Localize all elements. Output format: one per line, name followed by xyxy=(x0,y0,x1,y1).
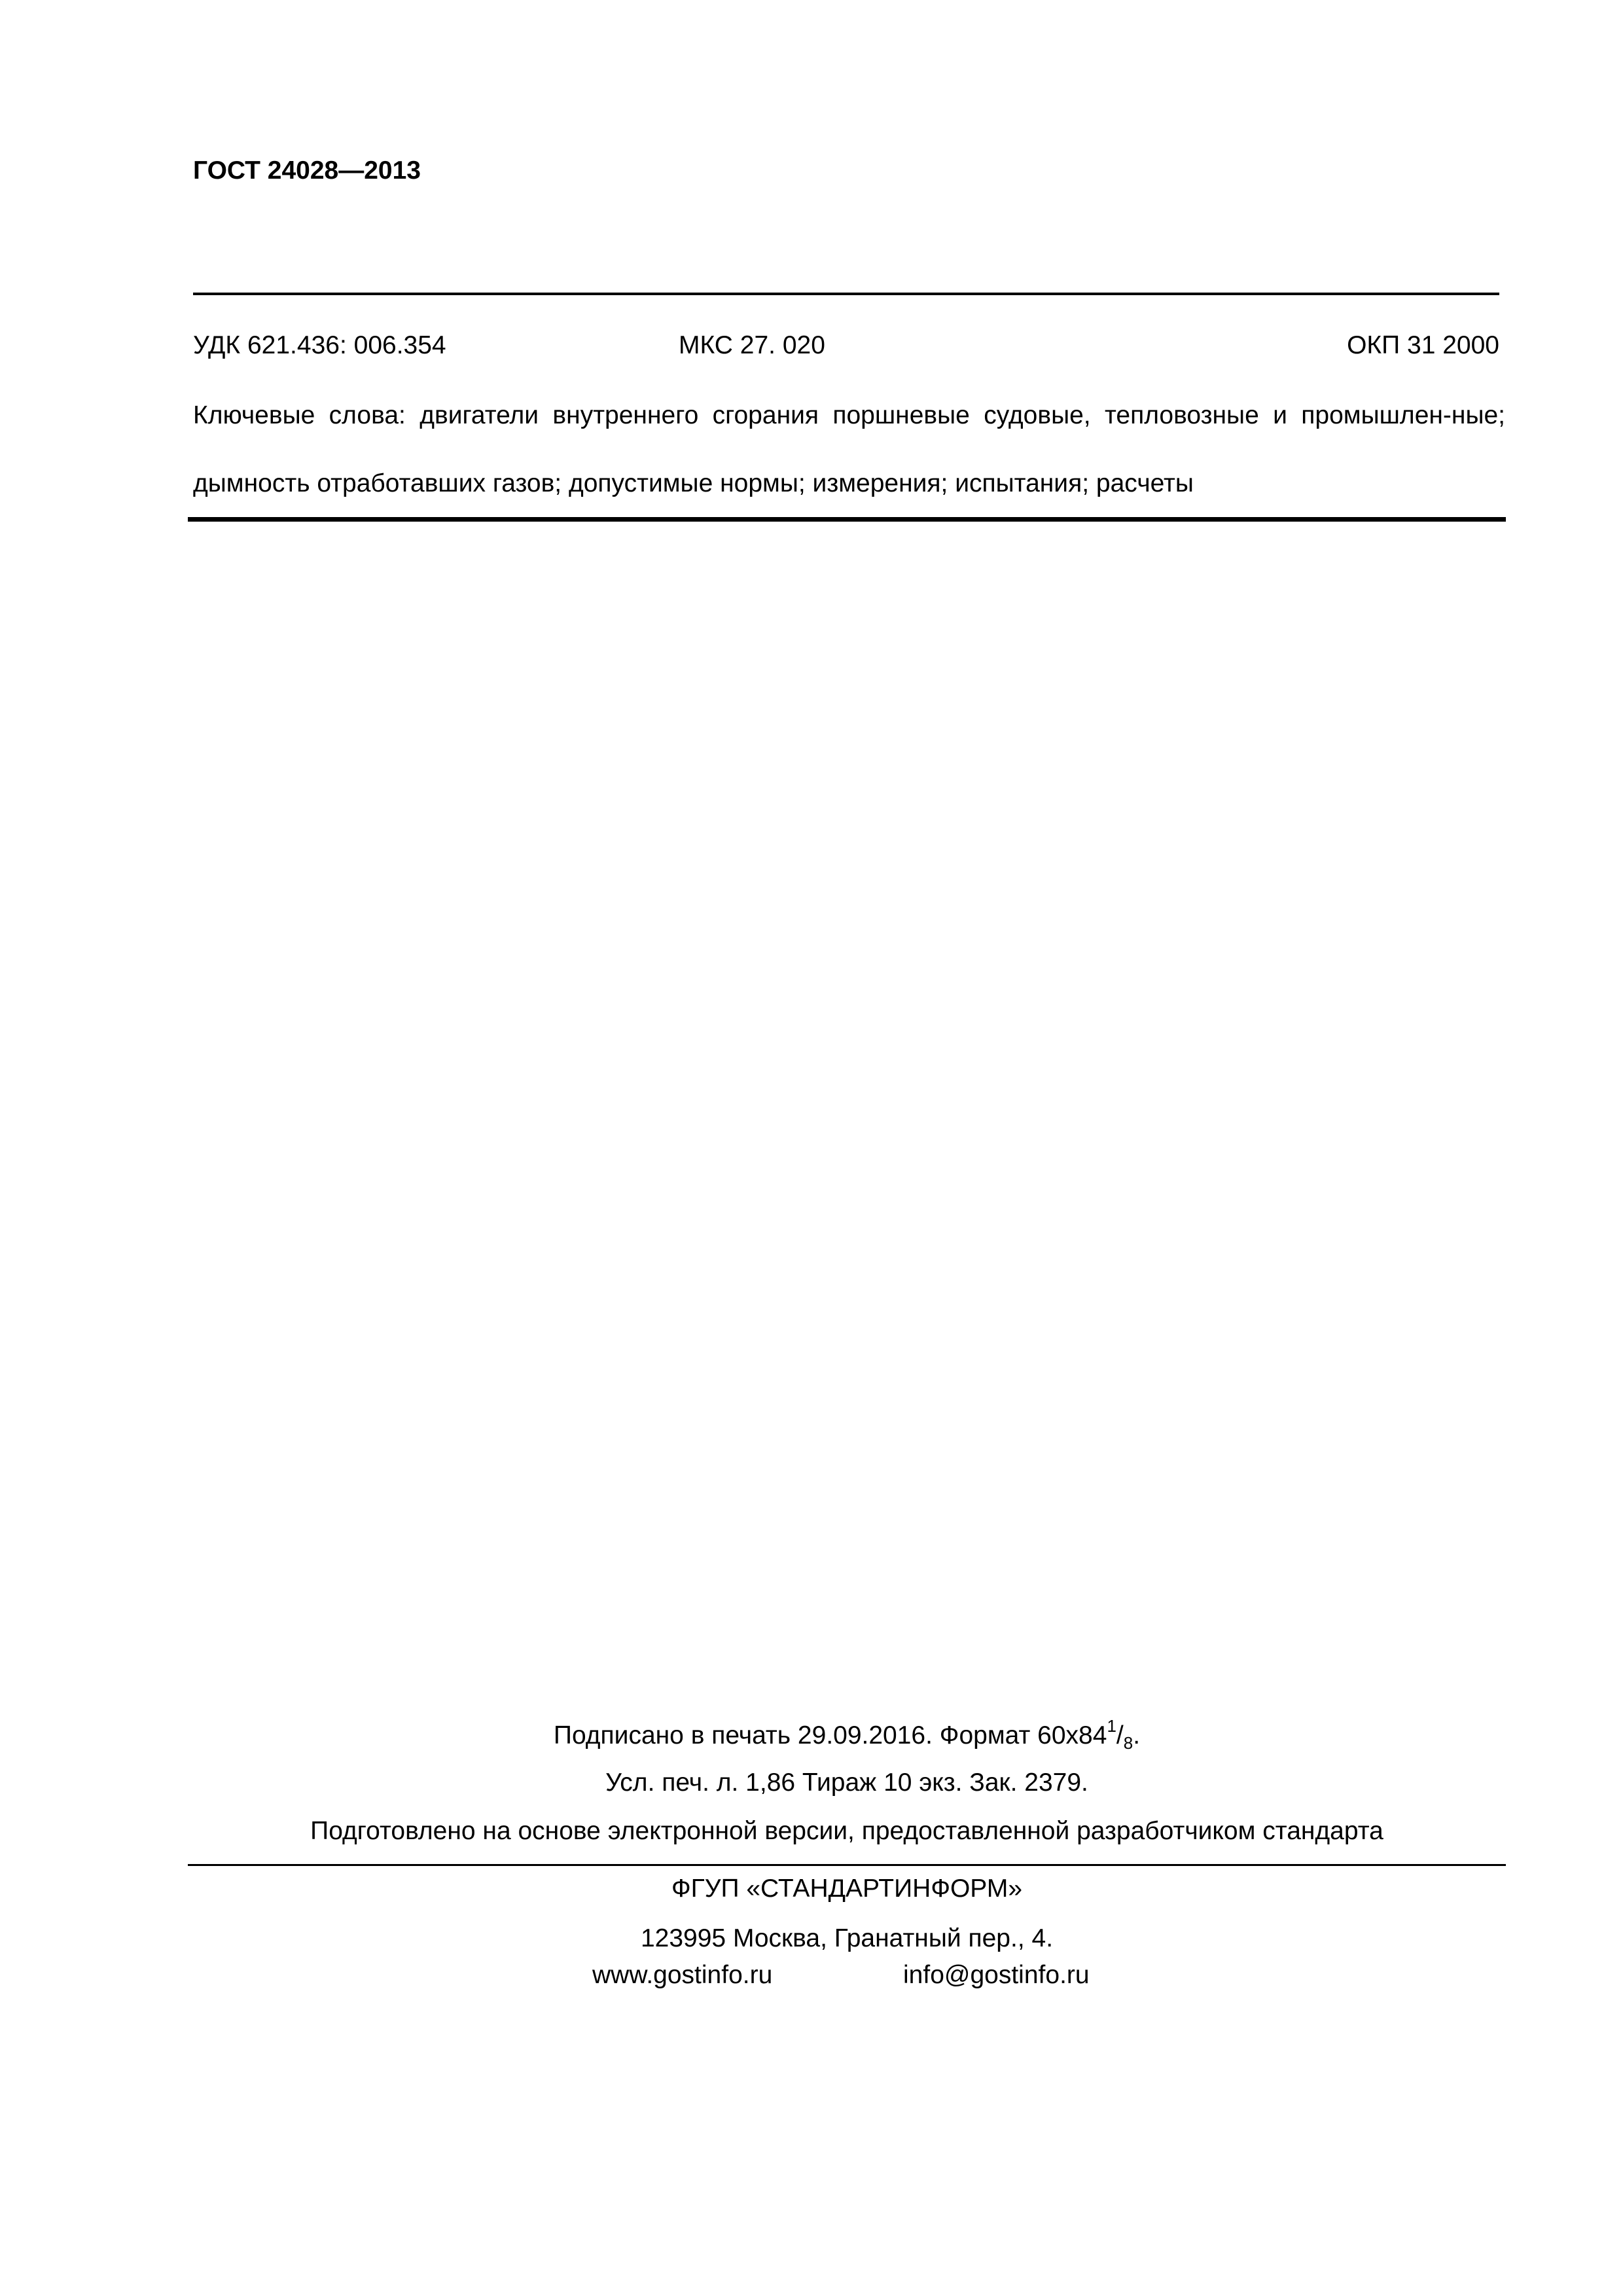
email-link[interactable]: info@gostinfo.ru xyxy=(903,1961,1090,1989)
signed-to-print-line xyxy=(188,1717,1506,1754)
signed-text: Подписано в печать 29.09.2016. Формат 60х84 xyxy=(553,1721,1107,1749)
classification-row xyxy=(193,327,1499,364)
print-details-line: Усл. печ. л. 1,86 Тираж 10 экз. Зак. 2379. xyxy=(605,1768,1088,1797)
prepared-note-line: Подготовлено на основе электронной версии, предоставленной разработчиком стандарта xyxy=(310,1817,1383,1845)
website-link[interactable]: www.gostinfo.ru xyxy=(592,1961,773,1989)
document-code: ГОСТ 24028—2013 xyxy=(193,156,421,185)
signed-suffix: . xyxy=(1133,1721,1141,1749)
publisher-contacts xyxy=(188,1957,1506,1994)
okp-code: ОКП 31 2000 xyxy=(1347,331,1499,359)
format-fraction-denominator: 8 xyxy=(1123,1733,1133,1753)
keywords-paragraph: Ключевые слова: двигатели внутреннего сгорания поршневые судовые, тепловозные и промышлен-ные; дымность отработавших газов; допустимые нормы; измерения; испытания; расчеты xyxy=(193,401,1505,497)
keywords-bottom-divider xyxy=(188,517,1506,522)
udk-code: УДК 621.436: 006.354 xyxy=(193,331,446,359)
mks-code: МКС 27. 020 xyxy=(679,331,825,359)
format-fraction-slash: / xyxy=(1116,1721,1124,1749)
publisher-address: 123995 Москва, Гранатный пер., 4. xyxy=(640,1924,1054,1952)
publisher-name: ФГУП «СТАНДАРТИНФОРМ» xyxy=(671,1874,1023,1903)
format-fraction-numerator: 1 xyxy=(1107,1716,1116,1736)
top-divider xyxy=(193,293,1499,295)
imprint-divider xyxy=(188,1864,1506,1866)
